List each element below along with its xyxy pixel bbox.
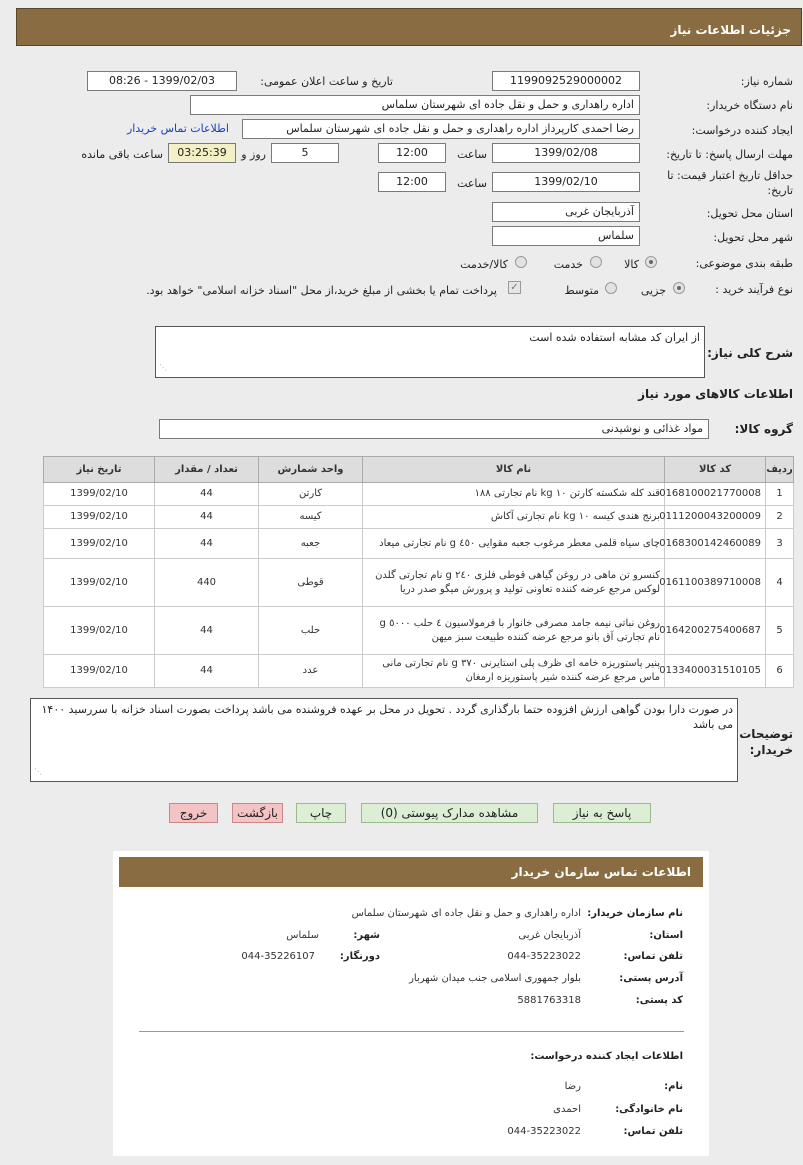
contact-divider (139, 1031, 684, 1032)
process-label: نوع فرآیند خرید : (715, 283, 793, 296)
city-label: شهر محل تحویل: (713, 231, 793, 244)
cell-qty: 44 (155, 483, 259, 506)
cell-unit: حلب (259, 607, 363, 655)
cell-row: 5 (766, 607, 794, 655)
province-field: آذربایجان غربی (492, 202, 640, 222)
buyer-org-field: اداره راهداری و حمل و نقل جاده ای شهرستان سلماس (190, 95, 640, 115)
deadline-time-field: 12:00 (378, 143, 446, 163)
buyer-org-label: نام دستگاه خریدار: (706, 99, 793, 112)
cell-qty: 440 (155, 559, 259, 607)
buyer-notes-box[interactable] (30, 698, 738, 782)
days-field: 5 (271, 143, 339, 163)
resize-grip-icon[interactable]: ⋰ (159, 363, 167, 372)
table-row (44, 483, 794, 506)
contact-postal-label: کد پستی: (635, 995, 683, 1006)
process-option-medium: متوسط (564, 284, 599, 297)
city-field: سلماس (492, 226, 640, 246)
table-row (44, 559, 794, 607)
deadline-time-label: ساعت (457, 148, 487, 161)
buyer-notes-text: در صورت دارا بودن گواهی ارزش افزوده حتما بارگذاری گردد . تحویل در محل بر عهده فروشنده می باشد پرداخت بصورت اسناد خزانه با سررسید ۱۴۰۰ می باشد (41, 703, 733, 731)
treasury-checkbox[interactable]: ✓ (508, 281, 521, 294)
cell-unit: جعبه (259, 529, 363, 559)
cell-unit: قوطی (259, 559, 363, 607)
attachments-button[interactable]: مشاهده مدارک پیوستی (0) (361, 803, 538, 823)
col-unit: واحد شمارش (259, 457, 363, 483)
contact-address-value: بلوار جمهوری اسلامی جنب میدان شهربار (409, 973, 581, 984)
cell-qty: 44 (155, 655, 259, 688)
goods-group-field: مواد غذائی و نوشیدنی (159, 419, 709, 439)
cell-name: پنیر پاستوریزه خامه ای ظرف پلی استایرنی ۳۷۰ g نام تجارتی مانی ماس مرجع عرضه کننده شیر پاستوریزه ارمغان (363, 655, 665, 688)
validity-time-label: ساعت (457, 177, 487, 190)
category-radio-service[interactable] (590, 256, 602, 268)
col-code: کد کالا (665, 457, 766, 483)
province-label: استان محل تحویل: (706, 207, 793, 220)
creator-family-label: نام خانوادگی: (615, 1104, 683, 1115)
contact-city-value: سلماس (286, 930, 319, 941)
cell-row: 3 (766, 529, 794, 559)
table-row (44, 607, 794, 655)
exit-button[interactable]: خروج (169, 803, 218, 823)
col-name: نام کالا (363, 457, 665, 483)
cell-row: 1 (766, 483, 794, 506)
payment-note: پرداخت تمام یا بخشی از مبلغ خرید،از محل "اسناد خزانه اسلامی" خواهد بود. (146, 284, 497, 297)
cell-date: 1399/02/10 (44, 607, 155, 655)
contact-org-label: نام سازمان خریدار: (587, 908, 683, 919)
buyer-notes-label: توضیحات خریدار: (739, 727, 793, 757)
category-radio-both[interactable] (515, 256, 527, 268)
cell-date: 1399/02/10 (44, 529, 155, 559)
contact-postal-value: 5881763318 (517, 995, 581, 1006)
cell-row: 2 (766, 506, 794, 529)
contact-address-label: آدرس پستی: (619, 973, 683, 984)
creator-phone-label: تلفن تماس: (623, 1126, 683, 1137)
category-option-service: خدمت (553, 258, 583, 271)
validity-label: حداقل تاریخ اعتبار قیمت: تا تاریخ: (667, 169, 793, 197)
cell-code: 0161100389710008 (665, 559, 766, 607)
validity-date-field: 1399/02/10 (492, 172, 640, 192)
creator-name-value: رضا (564, 1081, 581, 1092)
back-button[interactable]: بازگشت (232, 803, 283, 823)
creator-family-value: احمدی (553, 1104, 581, 1115)
category-label: طبقه بندی موضوعی: (695, 257, 793, 270)
creator-phone-value: 044-35223022 (507, 1126, 581, 1137)
need-number-label: شماره نیاز: (740, 75, 793, 88)
cell-row: 6 (766, 655, 794, 688)
cell-date: 1399/02/10 (44, 655, 155, 688)
table-header-row (44, 457, 794, 483)
deadline-date-field: 1399/02/08 (492, 143, 640, 163)
creator-info-title: اطلاعات ایجاد کننده درخواست: (530, 1051, 683, 1062)
cell-code: 0133400031510105 (665, 655, 766, 688)
table-row (44, 655, 794, 688)
cell-qty: 44 (155, 506, 259, 529)
contact-province-value: آذربایجان غربی (518, 930, 581, 941)
contact-card-title: اطلاعات تماس سازمان خریدار (511, 865, 691, 879)
goods-table (43, 456, 794, 688)
table-row (44, 529, 794, 559)
cell-unit: کارتن (259, 483, 363, 506)
cell-name: کنسرو تن ماهی در روغن گیاهی قوطی فلزی ٢٤٠ g نام تجارتی گلدن لوکس مرجع عرضه کننده تعاونی تولید و پرورش میگو صدر دریا (363, 559, 665, 607)
creator-name-label: نام: (664, 1081, 683, 1092)
days-label: روز و (241, 148, 266, 161)
reply-button[interactable]: پاسخ به نیاز (553, 803, 651, 823)
cell-date: 1399/02/10 (44, 483, 155, 506)
remaining-field: 03:25:39 (168, 143, 236, 163)
contact-phone-value: 044-35223022 (507, 951, 581, 962)
cell-code: 0168100021770008 (665, 483, 766, 506)
cell-name: برنج هندی کیسه ۱۰ kg نام تجارتی آکاش (363, 506, 665, 529)
announce-field: 1399/02/03 - 08:26 (87, 71, 237, 91)
cell-code: 0168300142460089 (665, 529, 766, 559)
print-button[interactable]: چاپ (296, 803, 346, 823)
cell-code: 0164200275400687 (665, 607, 766, 655)
need-number-field: 1199092529000002 (492, 71, 640, 91)
page-header (16, 8, 802, 46)
cell-qty: 44 (155, 529, 259, 559)
validity-time-field: 12:00 (378, 172, 446, 192)
contact-org-value: اداره راهداری و حمل و نقل جاده ای شهرستان سلماس (351, 908, 581, 919)
table-row (44, 506, 794, 529)
cell-code: 0111200043200009 (665, 506, 766, 529)
contact-card (113, 851, 709, 1156)
creator-field: رضا احمدی کارپرداز اداره راهداری و حمل و نقل جاده ای شهرستان سلماس (242, 119, 640, 139)
contact-fax-value: 044-35226107 (241, 951, 315, 962)
cell-name: روغن نباتی نیمه جامد مصرفی خانوار با فرمولاسیون ٤ حلب ٥٠٠٠ g نام تجارتی آق بانو مرجع عرضه کننده طبیعت سبز میهن (363, 607, 665, 655)
col-qty: تعداد / مقدار (155, 457, 259, 483)
resize-grip-icon[interactable]: ⋰ (34, 767, 42, 776)
col-date: تاریخ نیاز (44, 457, 155, 483)
contact-city-label: شهر: (353, 930, 380, 941)
cell-unit: عدد (259, 655, 363, 688)
creator-label: ایجاد کننده درخواست: (691, 124, 793, 137)
col-row: ردیف (766, 457, 794, 483)
process-option-minor: جزیی (640, 284, 666, 297)
announce-label: تاریخ و ساعت اعلان عمومی: (260, 75, 393, 88)
description-text: از ایران کد مشابه استفاده شده است (529, 331, 700, 344)
category-radio-goods[interactable] (645, 256, 657, 268)
contact-phone-label: تلفن تماس: (623, 951, 683, 962)
description-label: شرح کلی نیاز: (707, 346, 793, 360)
buyer-contact-link[interactable]: اطلاعات تماس خریدار (127, 122, 229, 135)
process-radio-minor[interactable] (673, 282, 685, 294)
remaining-label: ساعت باقی مانده (81, 148, 163, 161)
contact-card-header (119, 857, 703, 887)
cell-qty: 44 (155, 607, 259, 655)
contact-fax-label: دورنگار: (339, 951, 380, 962)
cell-date: 1399/02/10 (44, 506, 155, 529)
cell-unit: کیسه (259, 506, 363, 529)
description-box[interactable] (155, 326, 705, 378)
process-radio-medium[interactable] (605, 282, 617, 294)
goods-section-title: اطلاعات کالاهای مورد نیاز (638, 387, 793, 401)
cell-date: 1399/02/10 (44, 559, 155, 607)
deadline-label: مهلت ارسال پاسخ: تا تاریخ: (666, 148, 793, 161)
contact-province-label: استان: (649, 930, 683, 941)
cell-name: قند کله شکسته کارتن ۱۰ kg نام تجارتی ۱۸۸ (363, 483, 665, 506)
cell-row: 4 (766, 559, 794, 607)
goods-group-label: گروه کالا: (734, 422, 793, 436)
category-option-both: کالا/خدمت (460, 258, 508, 271)
page-title: جزئیات اطلاعات نیاز (670, 23, 791, 37)
category-option-goods: کالا (624, 258, 639, 271)
cell-name: چای سیاه قلمی معطر مرغوب جعبه مقوایی ٤٥٠ g نام تجارتی میعاد (363, 529, 665, 559)
